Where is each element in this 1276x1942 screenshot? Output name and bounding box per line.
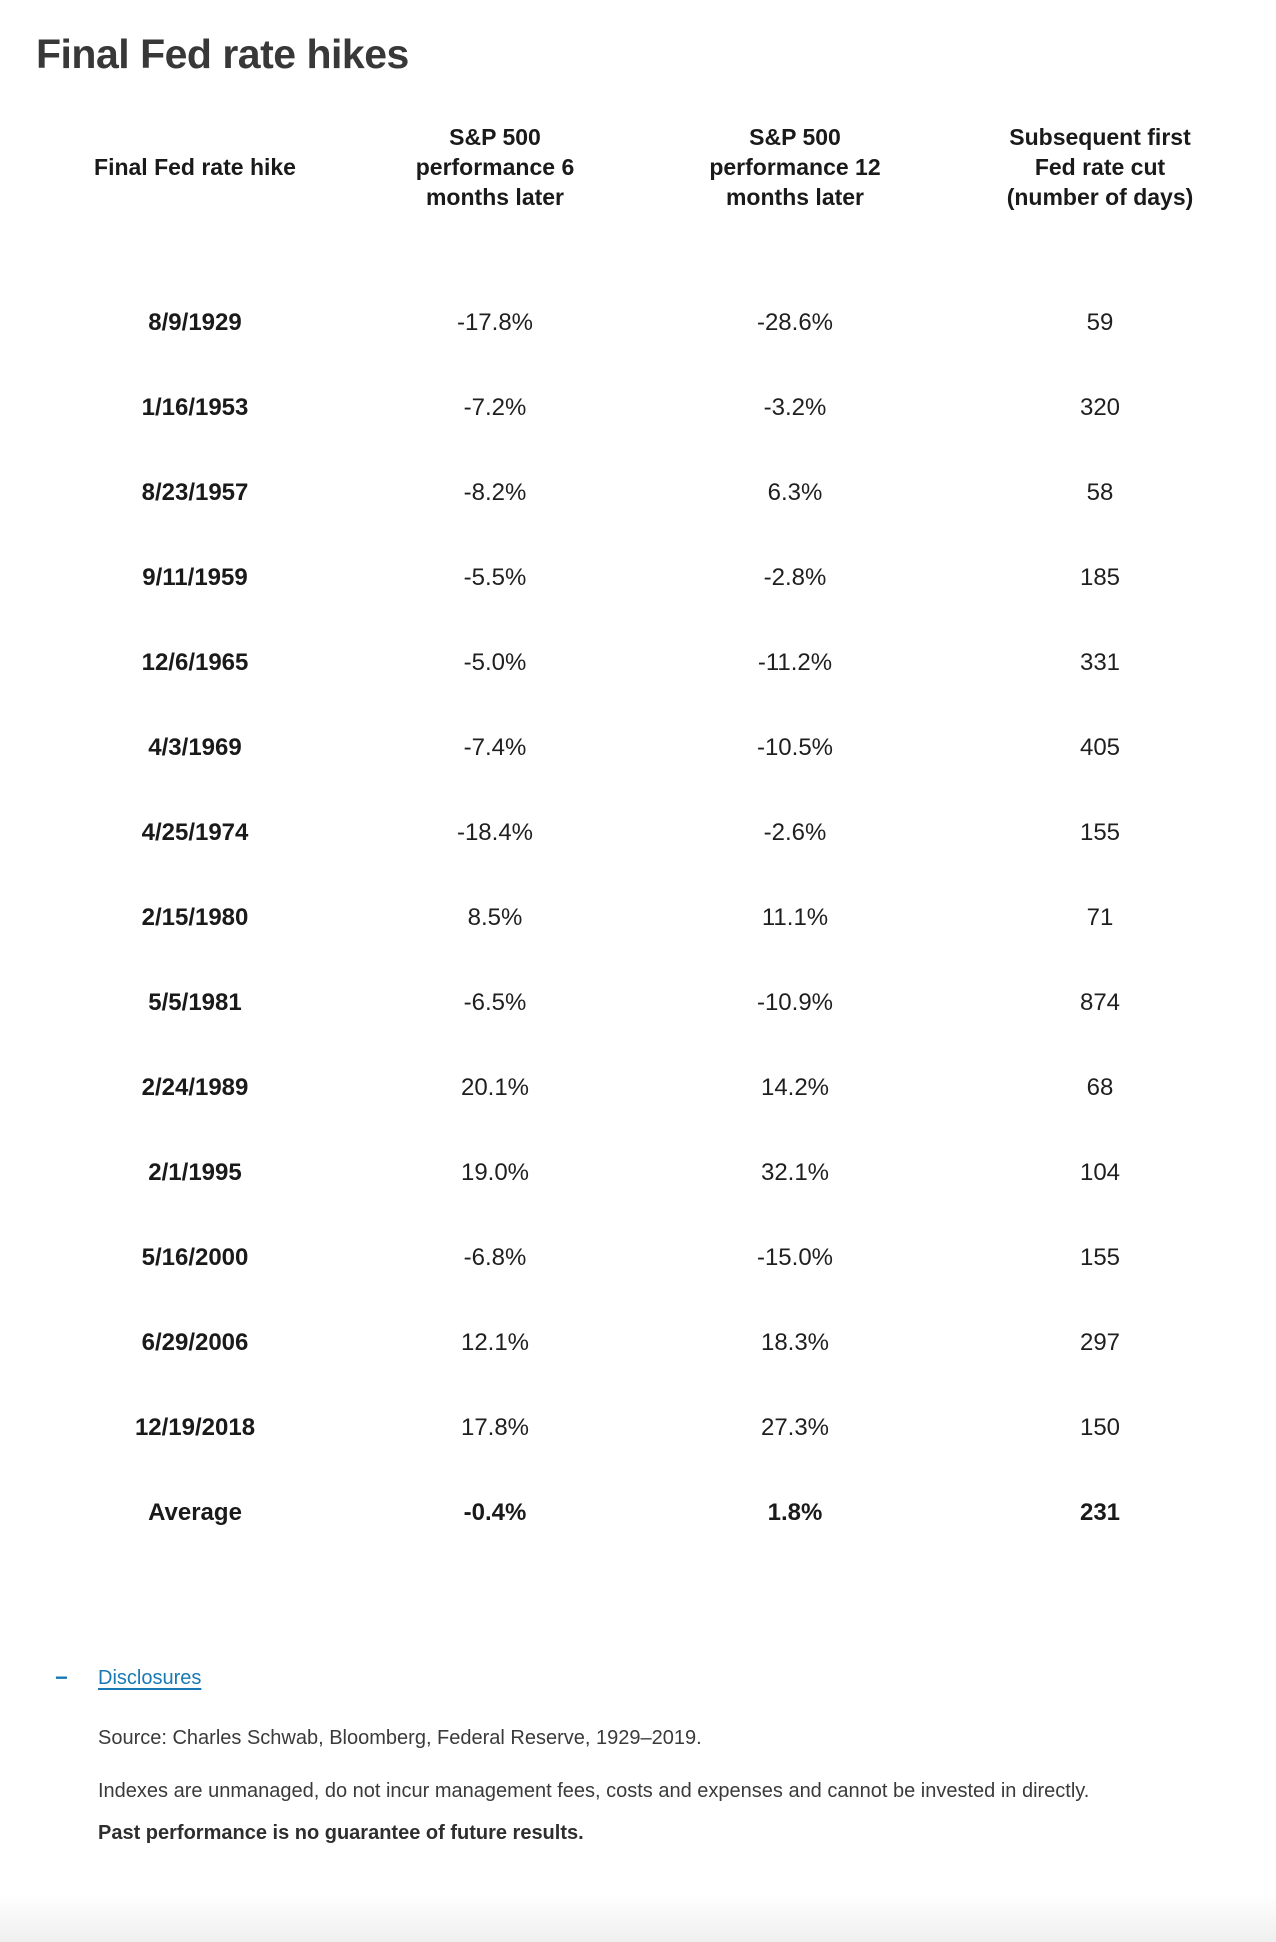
fed-rate-hikes-table: [0, 122, 1276, 1555]
table-row-average: [65, 1470, 1276, 1555]
cell-perf-12mo: -10.9%: [756, 988, 834, 1016]
table-row: [65, 535, 1276, 620]
cell-perf-12mo: 1.8%: [767, 1498, 823, 1526]
disclosures-link[interactable]: Disclosures: [98, 1666, 202, 1689]
cell-perf-6mo: -7.4%: [463, 733, 527, 761]
cell-perf-6mo: 19.0%: [460, 1158, 530, 1186]
cell-days-to-cut: 320: [1079, 393, 1121, 421]
disclosures-section-header: [55, 1665, 1276, 1691]
table-row: [65, 790, 1276, 875]
cell-days-to-cut: 58: [1086, 478, 1114, 506]
cell-perf-6mo: 8.5%: [467, 903, 523, 931]
collapse-minus-icon[interactable]: −: [55, 1665, 68, 1690]
cell-perf-12mo: -11.2%: [757, 648, 833, 676]
cell-perf-6mo: -17.8%: [456, 308, 534, 336]
table-row: [65, 1045, 1276, 1130]
cell-days-to-cut: 185: [1079, 563, 1121, 591]
cell-perf-6mo: -18.4%: [456, 818, 534, 846]
cell-perf-6mo: 20.1%: [460, 1073, 530, 1101]
cell-perf-12mo: -28.6%: [756, 308, 834, 336]
cell-days-to-cut: 874: [1079, 988, 1121, 1016]
cell-perf-6mo: -8.2%: [463, 478, 527, 506]
page-title: Final Fed rate hikes: [36, 31, 409, 77]
cell-perf-6mo: 17.8%: [460, 1413, 530, 1441]
disclaimer-text: [98, 1770, 1108, 1854]
cell-days-to-cut: 231: [1079, 1498, 1121, 1526]
cell-perf-12mo: -2.8%: [763, 563, 827, 591]
cell-date: 5/5/1981: [148, 988, 242, 1016]
cell-perf-6mo: -6.5%: [463, 988, 527, 1016]
cell-perf-12mo: -3.2%: [763, 393, 827, 421]
column-header-subsequent-first-fed-rate-cut: Subsequent first Fed rate cut (number of days): [1006, 124, 1194, 210]
table-row: [65, 705, 1276, 790]
table-body: [65, 280, 1276, 1555]
table-row: [65, 875, 1276, 960]
cell-date: 1/16/1953: [141, 393, 249, 421]
cell-date: 5/16/2000: [141, 1243, 249, 1271]
cell-perf-12mo: 18.3%: [760, 1328, 830, 1356]
source-text: Source: Charles Schwab, Bloomberg, Federal Reserve, 1929–2019.: [98, 1727, 702, 1749]
cell-days-to-cut: 68: [1086, 1073, 1114, 1101]
cell-days-to-cut: 104: [1079, 1158, 1121, 1186]
cell-date: 2/15/1980: [141, 903, 249, 931]
cell-days-to-cut: 155: [1079, 1243, 1121, 1271]
cell-date: 9/11/1959: [142, 563, 248, 591]
cell-date: 12/6/1965: [141, 648, 249, 676]
cell-perf-12mo: -15.0%: [756, 1243, 834, 1271]
cell-date: 12/19/2018: [134, 1413, 256, 1441]
cell-days-to-cut: 405: [1079, 733, 1121, 761]
table-row: [65, 1215, 1276, 1300]
table-row: [65, 620, 1276, 705]
cell-date: Average: [148, 1498, 242, 1526]
cell-perf-12mo: 11.1%: [761, 903, 829, 931]
cell-date: 2/1/1995: [148, 1158, 242, 1186]
cell-date: 2/24/1989: [141, 1073, 249, 1101]
cell-days-to-cut: 155: [1079, 818, 1121, 846]
table-row: [65, 280, 1276, 365]
table-row: [65, 365, 1276, 450]
cell-perf-6mo: -5.0%: [463, 648, 527, 676]
column-header-sp500-performance-6-months: S&P 500 performance 6 months later: [415, 124, 575, 210]
cell-date: 4/25/1974: [141, 818, 249, 846]
table-row: [65, 1385, 1276, 1470]
disclaimer-regular-text: Indexes are unmanaged, do not incur management fees, costs and expenses and cannot be invested in directly.: [98, 1780, 1090, 1802]
cell-date: 8/23/1957: [141, 478, 249, 506]
cell-perf-6mo: -6.8%: [463, 1243, 527, 1271]
cell-perf-12mo: -10.5%: [756, 733, 834, 761]
cell-date: 4/3/1969: [148, 733, 242, 761]
cell-date: 6/29/2006: [141, 1328, 249, 1356]
cell-days-to-cut: 150: [1079, 1413, 1121, 1441]
cell-perf-6mo: -5.5%: [463, 563, 527, 591]
table-row: [65, 1130, 1276, 1215]
disclaimer-bold-text: Past performance is no guarantee of future results.: [98, 1822, 584, 1844]
cell-perf-6mo: 12.1%: [460, 1328, 530, 1356]
cell-perf-12mo: 32.1%: [760, 1158, 830, 1186]
table-row: [65, 1300, 1276, 1385]
table-row: [65, 960, 1276, 1045]
cell-perf-12mo: -2.6%: [763, 818, 827, 846]
cell-days-to-cut: 331: [1079, 648, 1121, 676]
cell-perf-6mo: -7.2%: [463, 393, 527, 421]
cell-perf-12mo: 27.3%: [760, 1413, 830, 1441]
cell-perf-6mo: -0.4%: [463, 1498, 527, 1526]
cell-days-to-cut: 59: [1086, 308, 1114, 336]
cell-perf-12mo: 14.2%: [760, 1073, 830, 1101]
table-header-row: [65, 122, 1276, 212]
table-row: [65, 450, 1276, 535]
cell-perf-12mo: 6.3%: [767, 478, 823, 506]
column-header-final-fed-rate-hike: Final Fed rate hike: [94, 154, 296, 180]
cell-date: 8/9/1929: [148, 308, 242, 336]
cell-days-to-cut: 297: [1079, 1328, 1121, 1356]
bottom-gradient: [0, 1894, 1276, 1942]
column-header-sp500-performance-12-months: S&P 500 performance 12 months later: [709, 124, 881, 210]
cell-days-to-cut: 71: [1086, 903, 1114, 931]
